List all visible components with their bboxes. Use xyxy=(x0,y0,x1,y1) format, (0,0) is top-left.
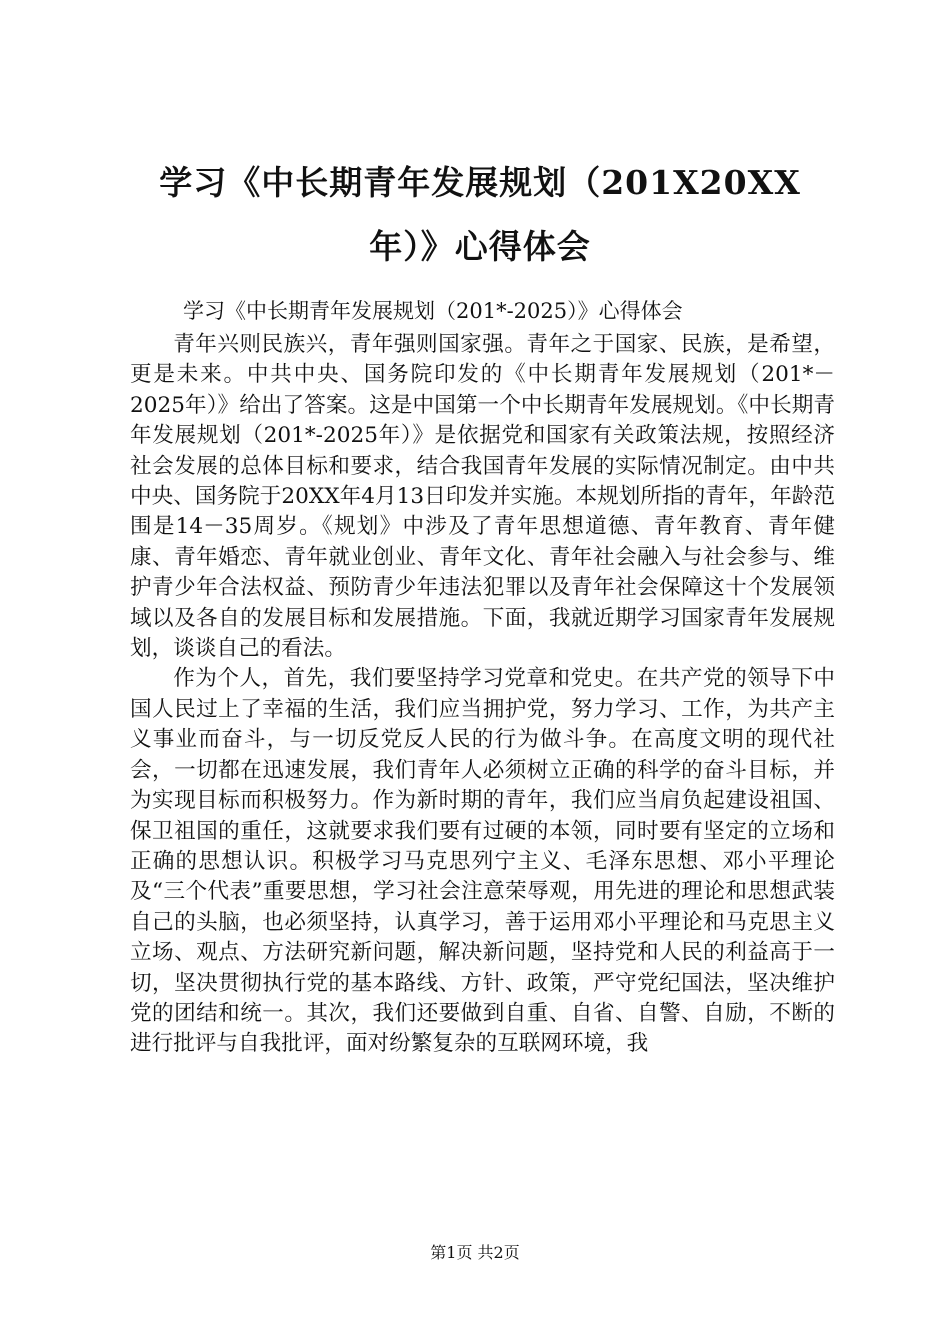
document-body xyxy=(130,330,835,1060)
body-paragraph-2: 作为个人，首先，我们要坚持学习党章和党史。在共产党的领导下中国人民过上了幸福的生活，我们应当拥护党，努力学习、工作，为共产主义事业而奋斗，与一切反党反人民的行为做斗争。在高度文明的现代社会，一切都在迅速发展，我们青年人必须树立正确的科学的奋斗目标，并为实现目标而积极努力。作为新时期的青年，我们应当肩负起建设祖国、保卫祖国的重任，这就要求我们要有过硬的本领，同时要有坚定的立场和正确的思想认识。积极学习马克思列宁主义、毛泽东思想、邓小平理论及“三个代表”重要思想，学习社会注意荣辱观，用先进的理论和思想武装自己的头脑，也必须坚持，认真学习，善于运用邓小平理论和马克思主义立场、观点、方法研究新问题，解决新问题，坚持党和人民的利益高于一切，坚决贯彻执行党的基本路线、方针、政策，严守党纪国法，坚决维护党的团结和统一。其次，我们还要做到自重、自省、自警、自励，不断的进行批评与自我批评，面对纷繁复杂的互联网环境，我 xyxy=(130,666,835,1057)
page-number-footer: 第1页 共2页 xyxy=(430,1243,520,1262)
document-title-line-2: 年）》心得体会 xyxy=(369,227,591,266)
document-subtitle: 学习《中长期青年发展规划（201*-2025）》心得体会 xyxy=(183,299,683,323)
document-title-line-1: 学习《中长期青年发展规划（201X20XX xyxy=(159,163,801,202)
body-paragraph-1: 青年兴则民族兴，青年强则国家强。青年之于国家、民族，是希望，更是未来。中共中央、国务院印发的《中长期青年发展规划（201*－2025年）》给出了答案。这是中国第一个中长期青年发展规划。《中长期青年发展规划（201*-2025年）》是依据党和国家有关政策法规，按照经济社会发展的总体目标和要求，结合我国青年发展的实际情况制定。由中共中央、国务院于20XX年4月13日印发并实施。本规划所指的青年，年龄范围是14－35周岁。《规划》中涉及了青年思想道德、青年教育、青年健康、青年婚恋、青年就业创业、青年文化、青年社会融入与社会参与、维护青少年合法权益、预防青少年违法犯罪以及青年社会保障这十个发展领域以及各自的发展目标和发展措施。下面，我就近期学习国家青年发展规划，谈谈自己的看法。 xyxy=(130,332,835,662)
